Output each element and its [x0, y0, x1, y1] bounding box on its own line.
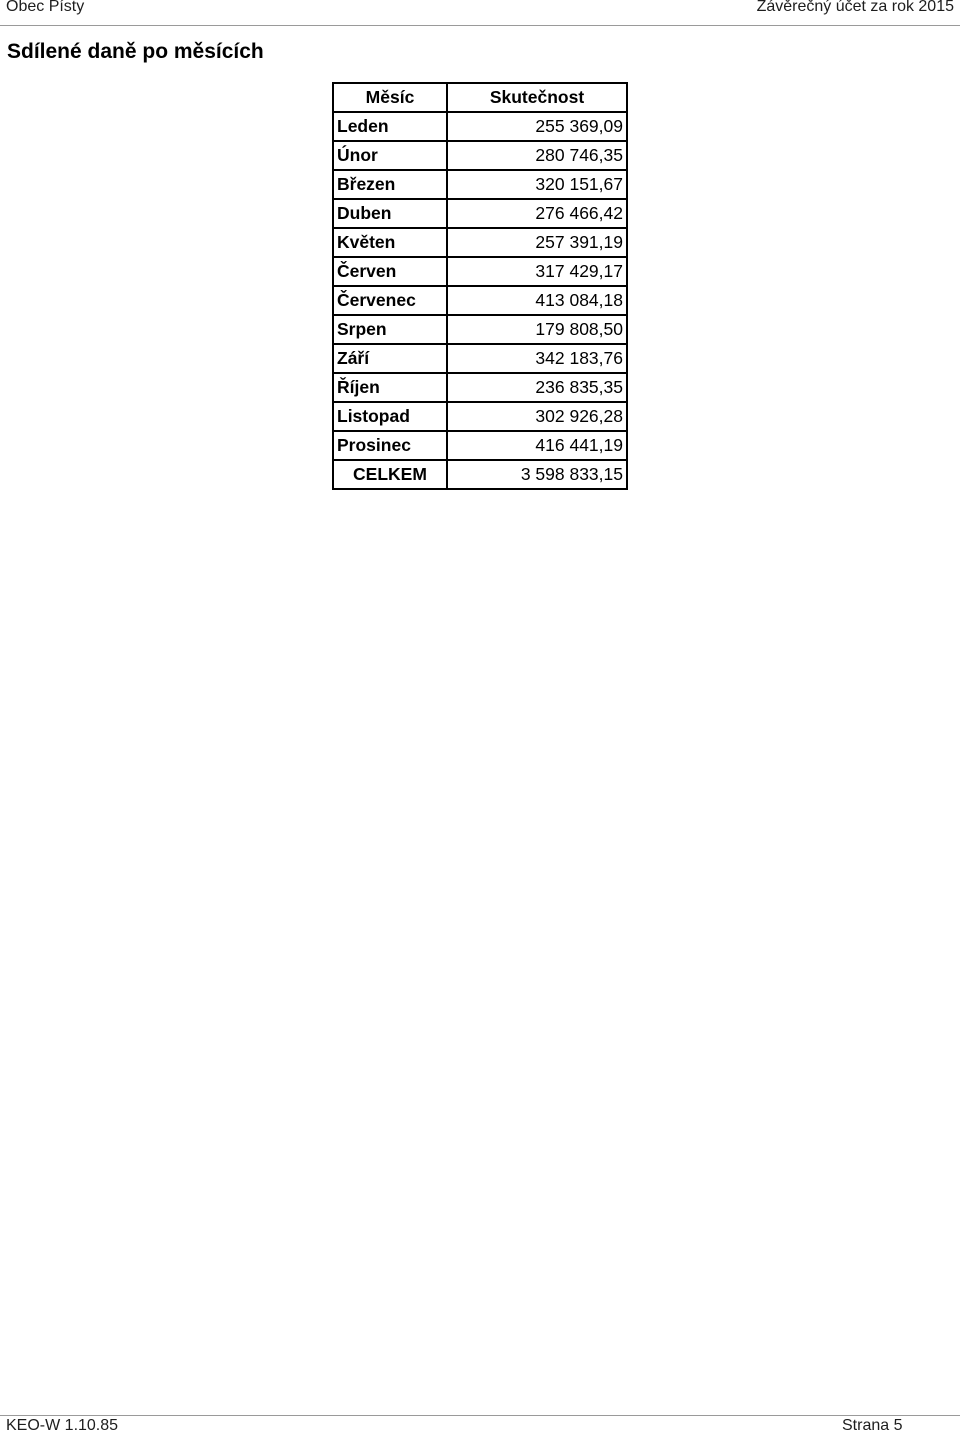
value-cell: 280 746,35 — [447, 141, 627, 170]
value-cell: 257 391,19 — [447, 228, 627, 257]
table-row — [333, 431, 627, 460]
value-cell: 413 084,18 — [447, 286, 627, 315]
page-number: Strana 5 — [842, 1417, 903, 1434]
column-header-value: Skutečnost — [447, 83, 627, 112]
month-cell: Červenec — [333, 286, 447, 315]
month-cell: Únor — [333, 141, 447, 170]
table-row — [333, 402, 627, 431]
value-cell: 236 835,35 — [447, 373, 627, 402]
month-cell: Květen — [333, 228, 447, 257]
shared-taxes-table — [332, 82, 628, 490]
month-cell: Srpen — [333, 315, 447, 344]
month-cell: Prosinec — [333, 431, 447, 460]
month-cell: Listopad — [333, 402, 447, 431]
software-version: KEO-W 1.10.85 — [6, 1417, 119, 1434]
value-cell: 320 151,67 — [447, 170, 627, 199]
table-header-row — [333, 83, 627, 112]
value-cell: 416 441,19 — [447, 431, 627, 460]
column-header-month: Měsíc — [333, 83, 447, 112]
table-row — [333, 112, 627, 141]
table-row — [333, 344, 627, 373]
document-title: Závěrečný účet za rok 2015 — [756, 0, 954, 15]
value-cell: 276 466,42 — [447, 199, 627, 228]
month-cell: Září — [333, 344, 447, 373]
table-row — [333, 170, 627, 199]
table-row — [333, 141, 627, 170]
value-cell: 255 369,09 — [447, 112, 627, 141]
total-label: CELKEM — [333, 460, 447, 489]
value-cell: 179 808,50 — [447, 315, 627, 344]
table-row — [333, 228, 627, 257]
total-row — [333, 460, 627, 489]
page-footer — [0, 1415, 960, 1436]
table-row — [333, 315, 627, 344]
page-title: Sdílené daně po měsících — [7, 40, 264, 63]
month-cell: Duben — [333, 199, 447, 228]
value-cell: 317 429,17 — [447, 257, 627, 286]
page-header — [0, 0, 960, 26]
month-cell: Říjen — [333, 373, 447, 402]
table-row — [333, 373, 627, 402]
table-body — [333, 112, 627, 460]
month-cell: Leden — [333, 112, 447, 141]
month-cell: Červen — [333, 257, 447, 286]
total-value: 3 598 833,15 — [447, 460, 627, 489]
table-row — [333, 199, 627, 228]
table-row — [333, 257, 627, 286]
value-cell: 342 183,76 — [447, 344, 627, 373]
table-row — [333, 286, 627, 315]
value-cell: 302 926,28 — [447, 402, 627, 431]
municipality-name: Obec Písty — [6, 0, 85, 15]
month-cell: Březen — [333, 170, 447, 199]
